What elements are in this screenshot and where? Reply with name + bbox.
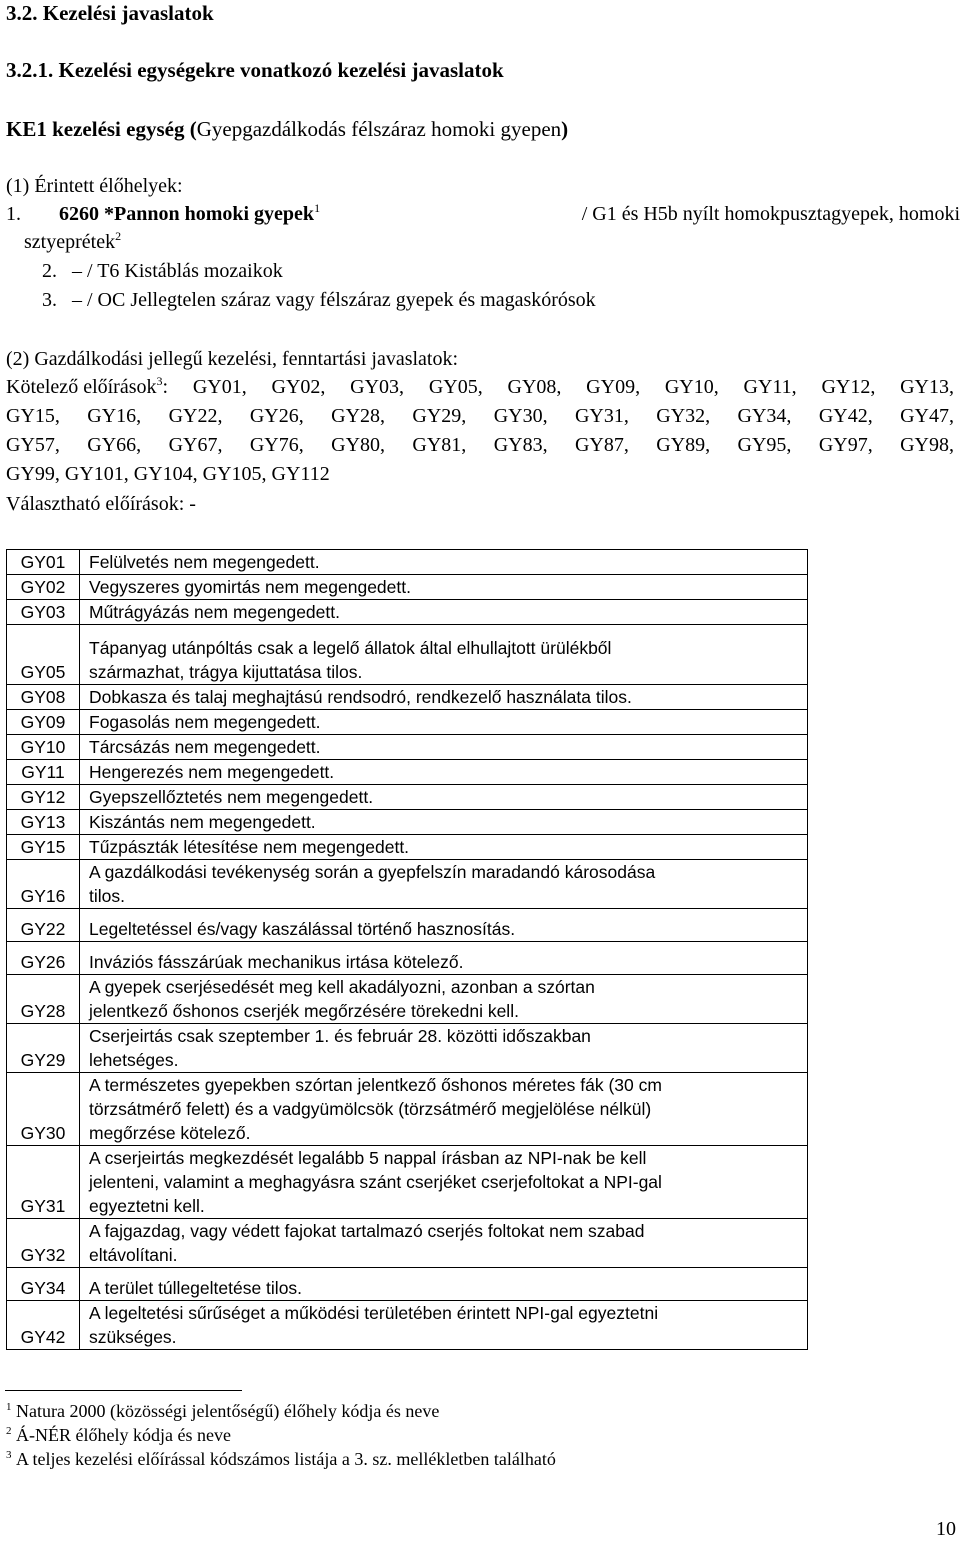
rule-text-line: Vegyszeres gyomirtás nem megengedett. — [89, 577, 411, 597]
rule-text-line: megőrzése kötelező. — [89, 1123, 251, 1143]
rule-text-line: Dobkasza és talaj meghajtású rendsodró, rendkezelő használata tilos. — [89, 687, 632, 707]
rule-text — [80, 835, 808, 860]
table-row — [7, 810, 808, 835]
rule-text — [80, 942, 808, 975]
rule-text — [80, 575, 808, 600]
rule-text-line: Inváziós fásszárúak mechanikus irtása kötelező. — [89, 952, 464, 972]
rule-text — [80, 1301, 808, 1350]
table-row — [7, 942, 808, 975]
table-row — [7, 835, 808, 860]
rule-code: GY01 — [7, 550, 80, 575]
rule-text-line: származhat, trágya kijuttatása tilos. — [89, 662, 363, 682]
rule-text-line: Felülvetés nem megengedett. — [89, 552, 320, 572]
rule-text-line: Legeltetéssel és/vagy kaszálással történő hasznosítás. — [89, 919, 516, 939]
rule-code: GY12 — [7, 785, 80, 810]
rule-code: GY03 — [7, 600, 80, 625]
rule-text — [80, 1268, 808, 1301]
table-row — [7, 550, 808, 575]
rule-text-line: Tápanyag utánpóltás csak a legelő állatok által elhullajtott ürülékből — [89, 638, 612, 658]
rule-text-line: Tűzpászták létesítése nem megengedett. — [89, 837, 410, 857]
optional-rules: Választható előírások: - — [6, 493, 196, 515]
rule-text-line: A legeltetési sűrűséget a működési területében érintett NPI-gal egyeztetni — [89, 1303, 659, 1323]
rule-text-line: jelenteni, valamint a meghagyásra szánt cserjéket cserjefoltokat a NPI-gal — [89, 1172, 662, 1192]
unit-heading: KE1 kezelési egység (Gyepgazdálkodás félszáraz homoki gyepen) — [6, 117, 569, 141]
footnote-separator — [5, 1390, 242, 1391]
table-row — [7, 625, 808, 685]
habitats-label: (1) Érintett élőhelyek: — [6, 175, 183, 197]
rule-code: GY15 — [7, 835, 80, 860]
rule-code: GY10 — [7, 735, 80, 760]
rule-text-line: Tárcsázás nem megengedett. — [89, 737, 321, 757]
footnote-3: $^3$ A teljes kezelési előírással kódszámos listája a 3. sz. mellékletben található — [6, 1449, 556, 1469]
rule-text — [80, 1146, 808, 1219]
rule-text — [80, 685, 808, 710]
rule-code: GY09 — [7, 710, 80, 735]
rule-text — [80, 710, 808, 735]
rule-code: GY30 — [7, 1073, 80, 1146]
table-row — [7, 1268, 808, 1301]
rule-code: GY16 — [7, 860, 80, 909]
section-heading: 3.2. Kezelési javaslatok — [6, 1, 214, 25]
table-row — [7, 710, 808, 735]
rule-text — [80, 600, 808, 625]
rule-text — [80, 810, 808, 835]
rule-text — [80, 760, 808, 785]
rule-text-line: lehetséges. — [89, 1050, 179, 1070]
rule-code: GY42 — [7, 1301, 80, 1350]
rule-text — [80, 1219, 808, 1268]
subsection-heading: 3.2.1. Kezelési egységekre vonatkozó kezelési javaslatok — [6, 58, 504, 82]
rule-code: GY13 — [7, 810, 80, 835]
table-row — [7, 600, 808, 625]
mandatory-line-2: GY15, GY16, GY22, GY26, GY28, GY29, GY30, GY31, GY32, GY34, GY42, GY47, — [6, 405, 954, 427]
table-row — [7, 685, 808, 710]
rule-text — [80, 625, 808, 685]
rule-text — [80, 1073, 808, 1146]
rule-text — [80, 550, 808, 575]
table-row — [7, 735, 808, 760]
rule-text — [80, 735, 808, 760]
table-row — [7, 760, 808, 785]
rule-code: GY34 — [7, 1268, 80, 1301]
table-row — [7, 1146, 808, 1219]
table-row — [7, 575, 808, 600]
rule-text — [80, 909, 808, 942]
mandatory-line-1: Kötelező előírások$^3$ : GY01, GY02, GY03, GY05, GY08, GY09, GY10, GY11, GY12, GY13, — [6, 374, 954, 398]
rule-text-line: törzsátmérő felett) és a vadgyümölcsök (törzsátmérő megjelölése nélkül) — [89, 1099, 652, 1119]
rule-text-line: szükséges. — [89, 1327, 177, 1347]
table-row — [7, 975, 808, 1024]
rule-code: GY29 — [7, 1024, 80, 1073]
rule-code: GY11 — [7, 760, 80, 785]
rule-code: GY32 — [7, 1219, 80, 1268]
table-row — [7, 1024, 808, 1073]
footnote-1: $^1$ Natura 2000 (közösségi jelentőségű) élőhely kódja és neve — [6, 1401, 440, 1421]
rule-text-line: Gyepszellőztetés nem megengedett. — [89, 787, 374, 807]
table-row — [7, 1219, 808, 1268]
rule-text-line: Cserjeirtás csak szeptember 1. és február 28. közötti időszakban — [89, 1026, 591, 1046]
rules-table — [6, 549, 808, 1350]
management-label: (2) Gazdálkodási jellegű kezelési, fenntartási javaslatok: — [6, 348, 459, 370]
habitat-item-1: 1. 6260 *Pannon homoki gyepek$^1$ / G1 és H5b nyílt homokpusztagyepek, homoki — [6, 201, 960, 225]
rule-text — [80, 860, 808, 909]
table-row — [7, 909, 808, 942]
rule-text-line: eltávolítani. — [89, 1245, 178, 1265]
rule-code: GY28 — [7, 975, 80, 1024]
rule-text — [80, 785, 808, 810]
rule-text-line: A cserjeirtás megkezdését legalább 5 nappal írásban az NPI-nak be kell — [89, 1148, 647, 1168]
rule-text-line: egyeztetni kell. — [89, 1196, 205, 1216]
rule-text-line: Műtrágyázás nem megengedett. — [89, 602, 340, 622]
table-row — [7, 1301, 808, 1350]
rule-code: GY22 — [7, 909, 80, 942]
page-number: 10 — [936, 1518, 956, 1540]
rule-text-line: A természetes gyepekben szórtan jelentkező őshonos méretes fák (30 cm — [89, 1075, 662, 1095]
habitat-item-1-cont: sztyeprétek$^2$ — [24, 229, 122, 253]
rule-text-line: Kiszántás nem megengedett. — [89, 812, 316, 832]
rule-code: GY08 — [7, 685, 80, 710]
rule-text-line: Hengerezés nem megengedett. — [89, 762, 335, 782]
rule-code: GY26 — [7, 942, 80, 975]
mandatory-line-4: GY99, GY101, GY104, GY105, GY112 — [6, 463, 330, 485]
rule-code: GY05 — [7, 625, 80, 685]
table-row — [7, 860, 808, 909]
table-row — [7, 785, 808, 810]
rule-text-line: jelentkező őshonos cserjék megőrzésére törekedni kell. — [89, 1001, 519, 1021]
footnote-2: $^2$ Á-NÉR élőhely kódja és neve — [6, 1425, 231, 1445]
rule-text-line: A gyepek cserjésedését meg kell akadályozni, azonban a szórtan — [89, 977, 595, 997]
habitat-item-3: 3. – / OC Jellegtelen száraz vagy félszáraz gyepek és magaskórósok — [42, 289, 596, 311]
habitat-item-2: 2. – / T6 Kistáblás mozaikok — [42, 260, 283, 282]
rule-text-line: Fogasolás nem megengedett. — [89, 712, 321, 732]
rule-text-line: A terület túllegeltetése tilos. — [89, 1278, 303, 1298]
rule-text — [80, 975, 808, 1024]
rule-code: GY02 — [7, 575, 80, 600]
rule-text-line: tilos. — [89, 886, 125, 906]
rule-text — [80, 1024, 808, 1073]
rule-text-line: A gazdálkodási tevékenység során a gyepfelszín maradandó károsodása — [89, 862, 656, 882]
rule-text-line: A fajgazdag, vagy védett fajokat tartalmazó cserjés foltokat nem szabad — [89, 1221, 645, 1241]
mandatory-line-3: GY57, GY66, GY67, GY76, GY80, GY81, GY83, GY87, GY89, GY95, GY97, GY98, — [6, 434, 954, 456]
table-row — [7, 1073, 808, 1146]
rule-code: GY31 — [7, 1146, 80, 1219]
